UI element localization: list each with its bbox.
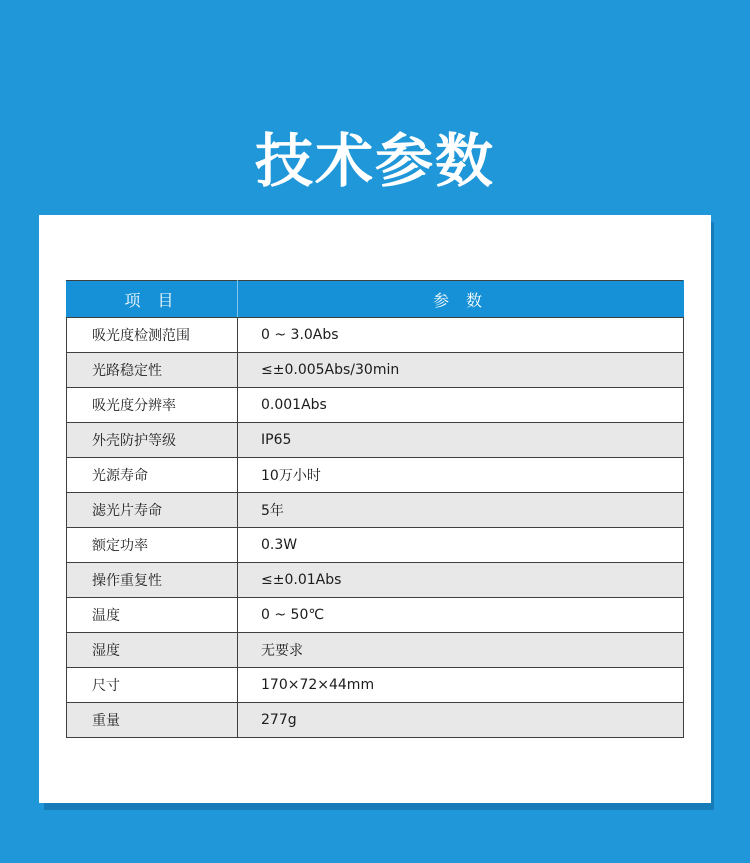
row-value: 170×72×44mm [238,668,684,703]
row-item-label: 额定功率 [67,528,238,563]
row-value: 0 ~ 3.0Abs [238,318,684,353]
row-value: ≤±0.01Abs [238,563,684,598]
header-param: 参 数 [238,281,684,318]
row-value: 0.001Abs [238,388,684,423]
table-row [67,318,684,353]
row-item-label: 光源寿命 [67,458,238,493]
row-value: 0 ~ 50℃ [238,598,684,633]
row-item-label: 滤光片寿命 [67,493,238,528]
row-item-label: 吸光度检测范围 [67,318,238,353]
row-item-label: 温度 [67,598,238,633]
row-item-label: 尺寸 [67,668,238,703]
table-header-row [67,281,684,318]
row-item-label: 湿度 [67,633,238,668]
row-value: 0.3W [238,528,684,563]
row-item-label: 外壳防护等级 [67,423,238,458]
row-value: ≤±0.005Abs/30min [238,353,684,388]
table-row [67,423,684,458]
row-item-label: 光路稳定性 [67,353,238,388]
table-row [67,493,684,528]
table-row [67,353,684,388]
row-value: 无要求 [238,633,684,668]
table-row [67,633,684,668]
table-row [67,388,684,423]
row-item-label: 重量 [67,703,238,738]
table-row [67,703,684,738]
page-title: 技术参数 [254,126,495,195]
table-row [67,528,684,563]
table-row [67,668,684,703]
row-value: 277g [238,703,684,738]
row-item-label: 吸光度分辨率 [67,388,238,423]
row-value: IP65 [238,423,684,458]
row-item-label: 操作重复性 [67,563,238,598]
table-row [67,563,684,598]
row-value: 10万小时 [238,458,684,493]
row-value: 5年 [238,493,684,528]
table-row [67,598,684,633]
spec-card [39,215,711,803]
table-row [67,458,684,493]
spec-table [66,280,684,738]
header-item: 项 目 [67,281,238,318]
